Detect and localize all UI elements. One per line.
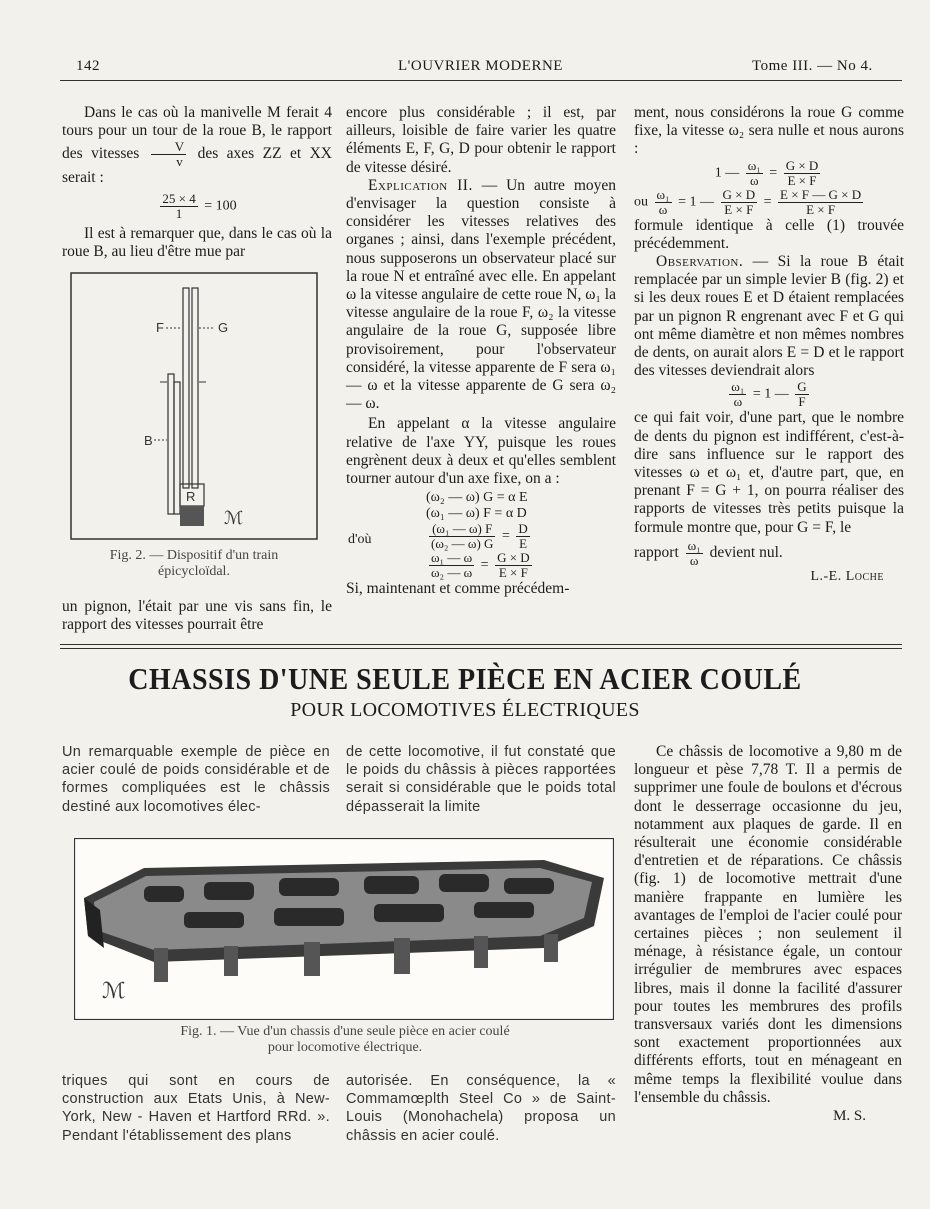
- col2-equations: (ω₂ — ω) G = α E (ω₁ — ω) F = α D d'où $\frac{\text{(ω₁ — ω) F}}{\text{(ω₂ — ω) G}}$ = $\frac{D}{E}$ $\frac{\text{ω₁ — ω}}{\text{ω₂ — ω}}$ = $\frac{G \times D}{E \times F}$: [348, 490, 530, 581]
- chassis-col2-p2: autorisée. En conséquence, la « Commamœplth Steel Co » de Saint-Louis (Monohachela) proposa un châssis en acier coulé.: [346, 1073, 616, 1144]
- col3-paragraph-4: ce qui fait voir, d'une part, que le nombre de dents du pignon est indifférent, c'est-à-dire sans influence sur le rapport des vitesses ω et ω₁ et, d'autre part, que, en prenant F = G + 1, on pourra réaliser des rapports de vitesses très petits puisque la formule montre que, pour G = F, le: [634, 409, 904, 536]
- engraver-monogram-icon-2: ℳ: [102, 978, 126, 1003]
- top-col-3: [634, 104, 904, 586]
- col1-paragraph-2: Il est à remarquer que, dans le cas où la roue B, au lieu d'être mue par: [62, 224, 332, 260]
- col1-paragraph-3: un pignon, l'était par une vis sans fin, le rapport des vitesses pourrait être: [62, 598, 332, 634]
- fig2-label-r: R: [186, 489, 196, 504]
- top-col-1: [62, 104, 332, 261]
- page-number: 142: [76, 58, 100, 74]
- fig2-label-f: F: [156, 320, 164, 335]
- col3-formula-1: 1 — $\frac{\text{ω₁}}{\omega}$ = $\frac{G \times D}{E \times F}$: [714, 157, 819, 188]
- chassis-article-subtitle: POUR LOCOMOTIVES ÉLECTRIQUES: [290, 699, 640, 721]
- col2-paragraph-2: Explication II. — Un autre moyen d'envisager la question consiste à considérer les vitesses relatives des organes ; ainsi, dans l'exemple précédent, nous supposerons un observateur placé sur la roue N et entraîné avec elle. En appelant ω la vitesse angulaire de cette roue N, ω₁ la vitesse angulaire de la roue F, ω₂ la vitesse angulaire de la roue G, supposée libre provisoirement, pour l'observateur considéré, la vitesse apparente de F sera ω₁ — ω et la vitesse apparente de G sera ω₂ — ω.: [346, 176, 617, 413]
- fig1-caption: Fig. 1. — Vue d'un chassis d'une seule pièce en acier coulé pour locomotive électrique.: [180, 1024, 510, 1055]
- col2-paragraph-4: Si, maintenant et comme précédem-: [346, 580, 570, 598]
- top-col-2: [346, 104, 616, 598]
- fig2-epicyclic-diagram: [70, 272, 318, 540]
- chassis-col2-p1: de cette locomotive, il fut constaté que le poids du châssis à pièces rapportées serait si considérable que le poids total dépasserait la limite: [346, 744, 616, 815]
- col3-formula-3: $\frac{\text{ω₁}}{\omega}$ = 1 — $\frac{G}{F}$: [731, 379, 807, 410]
- article-separator: [60, 644, 902, 649]
- velocity-ratio-fraction: $\frac{V}{v}$: [151, 140, 186, 169]
- fig2-label-b: B: [144, 433, 153, 448]
- col3-paragraph-3: Observation. — Si la roue B était remplacée par un simple levier B (fig. 2) et si les deux roues E et D étaient remplacées par un pignon R engrenant avec F et G qui ont même diamètre et non mêmes nombres de dents, on aurait alors E = D et le rapport des vitesses deviendrait alors: [634, 253, 904, 380]
- chassis-col3-p1: Ce châssis de locomotive a 9,80 m de longueur et pèse 7,78 T. Il a permis de supprimer une foule de boulons et d'écrous dont le desserrage occasionne du jeu, notamment aux plaques de garde. Il en résulterait une économie considérable d'entretien et de réparations. Ce châssis (fig. 1) de locomotive mettrait d'une manière frappante en lumière les avantages de l'emploi de l'acier coulé pour certaines pièces ; non seulement il ménage, à résistance égale, un contour irrégulier de membrures avec espaces libres, mais il donne la facilité d'assurer pour toutes les membrures des profils transversaux variés dont les dimensions sont exactement proportionnées aux différents efforts, tout en ménageant en même temps la flexibilité voulue dans l'ensemble du châssis.: [634, 743, 902, 1106]
- header-rule: [60, 80, 902, 81]
- col2-paragraph-1: encore plus considérable ; il est, par ailleurs, loisible de faire varier les quatre éléments E, F, G, D pour obtenir le rapport de vitesse désiré.: [346, 104, 616, 176]
- col3-paragraph-2: formule identique à celle (1) trouvée précédemment.: [634, 216, 904, 252]
- fig2-caption: Fig. 2. — Dispositif d'un train épicycloïdal.: [109, 548, 279, 579]
- col3-last-line: rapport $\frac{\text{ω₁}}{\omega}$ devient nul.: [634, 537, 783, 568]
- chassis-signature: M. S.: [833, 1108, 866, 1125]
- col3-paragraph-1: ment, nous considérons la roue G comme fixe, la vitesse ω₂ sera nulle et nous aurons :: [634, 104, 904, 158]
- fig1-chassis-photo: [74, 838, 614, 1020]
- chassis-col1-p2: triques qui sont en cours de construction aux Etats Unis, à New-York, New - Haven et Hartford RRd. ». Pendant l'établissement des plans: [62, 1073, 330, 1144]
- chassis-article-title: CHASSIS D'UNE SEULE PIÈCE EN ACIER COULÉ: [128, 662, 802, 697]
- col1-text-b: des axes ZZ et XX serait :: [62, 145, 333, 187]
- journal-title: L'OUVRIER MODERNE: [398, 58, 563, 74]
- col3-signature: L.-E. Loche: [810, 568, 884, 584]
- col3-formula-2: ou $\frac{\text{ω₁}}{\omega}$ = 1 — $\frac{G \times D}{E \times F}$ = $\frac{E \times F — G \times D}{E \times F}$: [634, 186, 862, 217]
- chassis-col3: [634, 743, 902, 1125]
- engraver-monogram-icon: ℳ: [224, 508, 244, 528]
- fig2-label-g: G: [218, 320, 229, 335]
- col1-text-a: Dans le cas où la manivelle M ferait 4 tours pour un tour de la roue B, le rapport des vitesses: [62, 104, 332, 163]
- chassis-col1-p1: Un remarquable exemple de pièce en acier coulé de poids considérable et de formes compliquées est le châssis destiné aux locomotives élec-: [62, 744, 330, 815]
- col2-paragraph-3: En appelant α la vitesse angulaire relative de l'axe YY, puisque les roues engrènent deux à deux et qu'elles semblent tourner autour d'un axe fixe, on a :: [346, 415, 616, 488]
- col1-formula: $\frac{25 \times 4}{1}$ = 100: [162, 190, 237, 221]
- volume-number: Tome III. — No 4.: [752, 58, 873, 74]
